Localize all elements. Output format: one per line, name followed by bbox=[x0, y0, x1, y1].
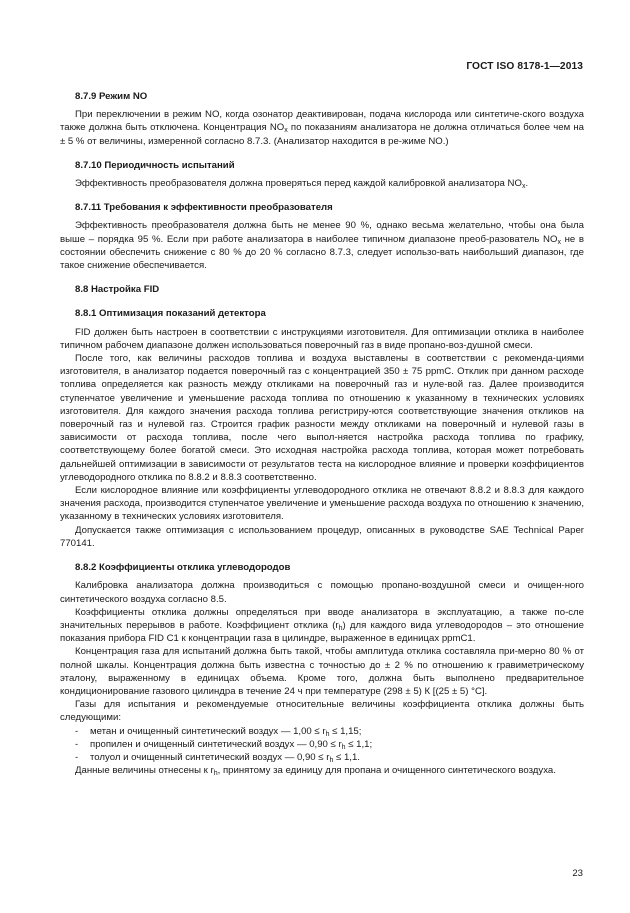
paragraph-8-7-10 bbox=[60, 177, 584, 190]
text-run: ) для каждого вида углеводородов – это отношение показания прибора FID C1 к концентрации газа в цилиндре, выраженное в единицах ppmC1. bbox=[60, 619, 584, 645]
paragraph-8-8-2-e bbox=[60, 764, 584, 777]
text-run: не в состоянии обеспечить снижение с 80 % до 20 % согласно 8.7.3, следует использо-вать наибольший диапазон, где такое снижение обеспечивается. bbox=[60, 233, 585, 272]
text-run: , принятому за единицу для пропана и очищенного синтетического воздуха. bbox=[217, 765, 556, 777]
text-run: пропилен и очищенный синтетический воздух — 0,90 ≤ r bbox=[90, 738, 342, 750]
paragraph-8-8-1-d: Допускается также оптимизация с использованием процедур, описанных в руководстве SAE Technical Paper 770141. bbox=[60, 524, 584, 549]
paragraph-8-8-2-b bbox=[60, 606, 584, 646]
text-run: . bbox=[525, 178, 529, 190]
subscript: x bbox=[521, 183, 526, 191]
text-run: Коэффициенты отклика должны определяться при вводе анализатора в эксплуатацию, а также по-сле значительных перерывов в работе. Коэффициент отклика (r bbox=[60, 606, 584, 631]
section-heading-8-7-9: 8.7.9 Режим NO bbox=[75, 91, 148, 102]
paragraph-8-8-2-a: Калибровка анализатора должна производиться с помощью пропано-воздушной смеси и очищен-ного синтетического воздуха согласно 8.5. bbox=[60, 580, 584, 605]
list-dash: - bbox=[75, 725, 79, 737]
text-run: метан и очищенный синтетический воздух — 1,00 ≤ r bbox=[90, 725, 326, 737]
section-heading-8-7-11: 8.7.11 Требования к эффективности преобразователя bbox=[75, 202, 333, 214]
subscript: h bbox=[341, 743, 346, 751]
subscript: h bbox=[338, 624, 343, 632]
subscript: x bbox=[557, 238, 561, 246]
text-run: толуол и очищенный синтетический воздух — 0,90 ≤ r bbox=[90, 751, 330, 763]
paragraph-8-8-1-c: Если кислородное влияние или коэффициенты углеводородного отклика не отвечают 8.8.2 и 8.8.3 для каждого значения расхода, производится ступенчатое увеличение и уменьшение расхода воздуха по отношению к значению, указанному в технических условиях изготовителя. bbox=[60, 485, 584, 523]
paragraph-8-7-11 bbox=[60, 219, 584, 272]
subscript: h bbox=[213, 770, 218, 778]
text-run: ≤ 1,1; bbox=[345, 738, 373, 750]
paragraph-8-8-1-a: FID должен быть настроен в соответствии с инструкциями изготовителя. Для оптимизации отклика в наиболее типичном рабочем диапазоне должен использоваться поверочный газ в виде пропано-воз-душной смеси. bbox=[60, 326, 584, 351]
section-heading-8-8: 8.8 Настройка FID bbox=[75, 284, 160, 296]
text-run: Данные величины отнесены к r bbox=[75, 765, 214, 777]
text-run: При переключении в режим NO, когда озонатор деактивирован, подача кислорода или синтетиче-ского воздуха также должна быть отключена. Концентрация NO bbox=[60, 109, 584, 134]
document-header: ГОСТ ISO 8178-1—2013 bbox=[466, 61, 583, 72]
text-run: ≤ 1,1. bbox=[333, 751, 360, 763]
paragraph-8-8-2-c: Концентрация газа для испытаний должна быть такой, чтобы амплитуда отклика составляла при-мерно 80 % от полной шкалы. Концентрация должна быть известна с точностью до ± 2 % по отношению к гравиметрическому эталону, выраженному в единицах объема. Кроме того, должна быть выполнено предварительное кондиционирование газового цилиндра в течение 24 ч при температуре (298 ± 5) К [(25 ± 5) °С]. bbox=[60, 646, 584, 697]
list-item bbox=[60, 725, 584, 738]
page-number: 23 bbox=[572, 868, 583, 879]
document-body bbox=[60, 90, 584, 777]
list-item bbox=[60, 738, 584, 751]
paragraph-8-7-9 bbox=[60, 108, 584, 148]
list-dash: - bbox=[75, 751, 79, 763]
text-run: Эффективность преобразователя должна быть не менее 90 %, однако весьма желательно, чтобы она была выше – порядка 95 %. Если при работе анализатора в наиболее типичном диапазоне преоб-разователь NO bbox=[60, 220, 584, 245]
text-run: Эффективность преобразователя должна проверяться перед каждой калибровкой анализатора NO bbox=[75, 178, 522, 190]
subscript: x bbox=[284, 127, 288, 135]
section-heading-8-7-10: 8.7.10 Периодичность испытаний bbox=[75, 159, 235, 171]
section-heading-8-8-1: 8.8.1 Оптимизация показаний детектора bbox=[75, 308, 266, 320]
subscript: h bbox=[329, 756, 334, 764]
list-dash: - bbox=[75, 738, 79, 750]
list-item bbox=[60, 751, 584, 764]
test-gas-list bbox=[60, 725, 584, 765]
paragraph-8-8-2-d: Газы для испытания и рекомендуемые относительные величины коэффициента отклика должны быть следующими: bbox=[60, 699, 584, 724]
text-run: ≤ 1,15; bbox=[329, 725, 362, 737]
text-run: по показаниям анализатора не должна отличаться более чем на ± 5 % от величины, измеренной согласно 8.7.3. (Анализатор находится в ре-жиме NO.) bbox=[60, 122, 585, 147]
paragraph-8-8-1-b: После того, как величины расходов топлива и воздуха выставлены в соответствии с рекоменда-циями изготовителя, в анализатор подается поверочный газ с концентрацией 350 ± 75 ppmC. Отклик при данном расходе топлива определяется как разность между откликами на поверочный газ и нуле-вой газ. Далее производится ступенчатое увеличение и уменьшение расхода топлива по отношению к указанному в технических условиях изготовителя. Для каждого значения расхода топлива регистриру-ются соответствующие значения откликов на поверочный газ и нулевой газ. Строится график разности между откликами на поверочный и нулевой газы в зависимости от расхода топлива, после чего выпол-няется настройка расхода топлива по графику, соответствующему более богатой смеси. Это исходная настройка расхода топлива, которая может потребовать дальнейшей оптимизации в зависимости от результатов теста на кислородное влияние и проверки коэффициентов углеводородного отклика по 8.8.2 и 8.8.3 соответственно. bbox=[60, 353, 584, 483]
section-heading-8-8-2: 8.8.2 Коэффициенты отклика углеводородов bbox=[75, 562, 291, 574]
subscript: h bbox=[325, 730, 330, 738]
